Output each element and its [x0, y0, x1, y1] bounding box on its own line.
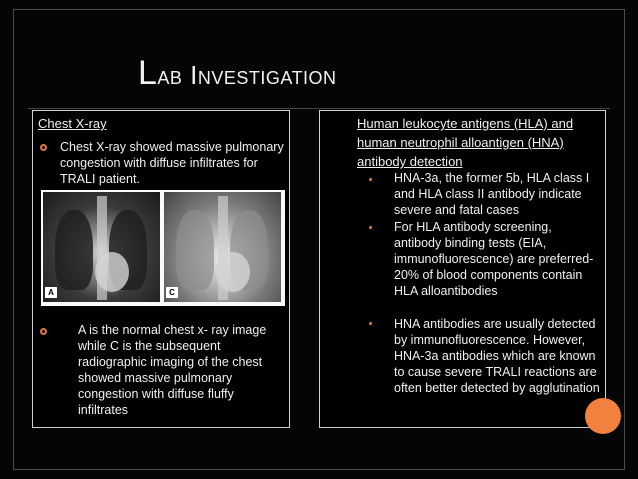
decorative-orange-circle — [585, 398, 621, 434]
right-heading-line: Human leukocyte antigens (HLA) and — [357, 116, 574, 131]
right-bullet-2: For HLA antibody screening, antibody binding tests (EIA, immunofluorescence) are preferred- 20% of blood components contain HLA alloantibodies — [394, 220, 594, 298]
title-divider — [28, 108, 610, 109]
right-heading-line: human neutrophil alloantigen (HNA) — [357, 135, 564, 150]
heart-shape — [216, 252, 250, 292]
left-bullet-2: A is the normal chest x- ray image while C is the subsequent radiographic imaging of the chest showed massive pulmonary congestion with diffuse fluffy infiltrates — [78, 323, 267, 417]
xray-label-c: C — [166, 287, 178, 298]
bullet-dot-icon — [369, 178, 372, 181]
slide-title — [138, 54, 538, 93]
bullet-circle-icon — [40, 144, 47, 151]
right-bullet-3: HNA antibodies are usually detected by immunofluorescence. However, HNA-3a antibodies which are known to cause severe TRALI reactions are often better detected by agglutination — [394, 317, 600, 395]
bullet-circle-icon — [40, 328, 47, 335]
bullet-dot-icon — [369, 322, 372, 325]
right-bullet-1: HNA-3a, the former 5b, HLA class I and HLA class II antibody indicate severe and fatal cases — [394, 171, 590, 217]
left-heading: Chest X-ray — [38, 116, 107, 131]
right-heading-line: antibody detection — [357, 154, 463, 169]
bullet-dot-icon — [369, 226, 372, 229]
lung-left-shape — [55, 210, 93, 290]
xray-image-c — [164, 192, 281, 302]
title-first-letter: L — [138, 54, 158, 92]
xray-label-a: A — [45, 287, 57, 298]
heart-shape — [95, 252, 129, 292]
title-rest: ab Investigation — [157, 60, 337, 90]
right-heading — [357, 114, 602, 171]
xray-image-pair — [41, 190, 285, 306]
left-bullet-1: Chest X-ray showed massive pulmonary congestion with diffuse infiltrates for TRALI patient. — [60, 140, 284, 186]
xray-image-a — [43, 192, 160, 302]
lung-left-shape — [176, 210, 214, 290]
